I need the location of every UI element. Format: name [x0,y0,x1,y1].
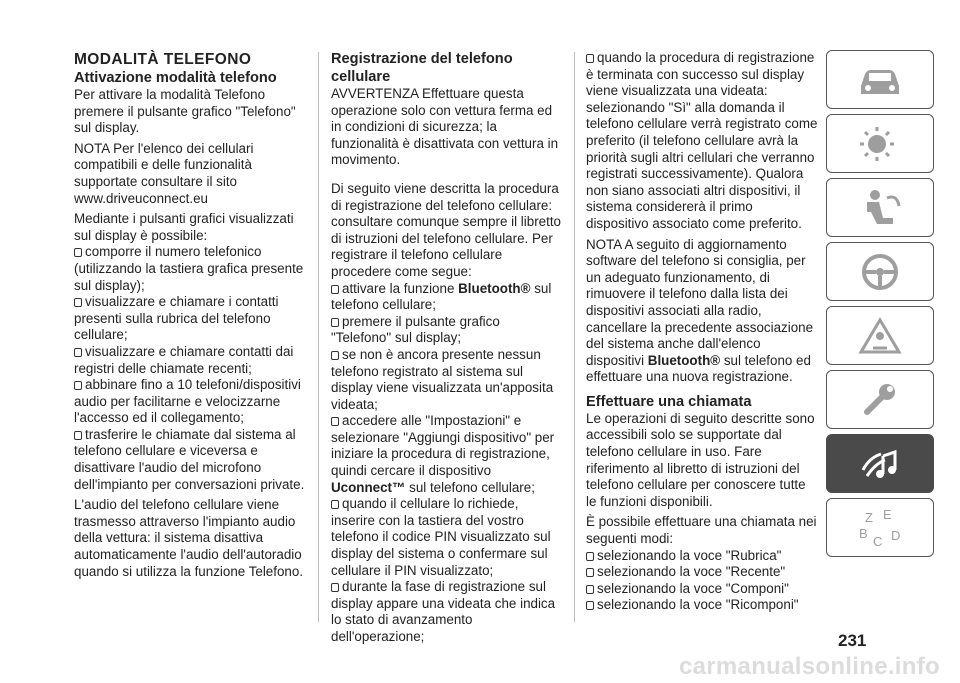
paragraph: Le operazioni di seguito descritte sono accessibili solo se supportate dal telefono cellulare in uso. Fare riferimento al libretto di istruzioni del telefono cellulare per conoscere tutte le funzioni disponibili. [586,410,815,509]
list-item: selezionando la voce "Rubrica" [586,548,818,565]
list-item: trasferire le chiamate dal sistema al telefono cellulare e viceversa e disattivare l'audio del microfono dell'impianto per conversazioni private. [74,426,305,492]
tab-index[interactable] [826,498,934,557]
bullet-icon [74,348,82,357]
subsection-title: Registrazione del telefono cellulare [331,51,513,85]
list-item: selezionando la voce "Componi" [586,581,818,598]
bullet-icon [331,417,339,426]
bullet-icon [331,285,339,294]
steering-wheel-icon [853,250,907,294]
phone-music-icon [853,442,907,486]
paragraph: Per attivare la modalità Telefono premere il pulsante grafico "Telefono" sul display. [74,87,296,136]
page-number: 231 [838,631,867,650]
bullet-icon [331,351,339,360]
paragraph: L'audio del telefono cellulare viene trasmesso attraverso l'impianto audio della vettura: il sistema disattiva automaticamente l'audio dell'autoradio quando si utilizza la funzione Telefono. [74,497,304,579]
tab-driving[interactable] [826,242,934,301]
column-3 [586,50,818,614]
bullet-icon [74,431,82,440]
bullet-icon [586,601,594,610]
section-title: MODALITÀ TELEFONO [74,51,252,68]
list-item: visualizzare e chiamare contatti dai registri delle chiamate recenti; [74,343,294,376]
column-1 [74,50,306,584]
note: NOTA Per l'elenco dei cellulari compatibili e delle funzionalità supportate consultare il sito www.driveuconnect.eu [74,140,254,206]
bullet-list [586,548,818,614]
bullet-icon [586,568,594,577]
tab-multimedia[interactable] [826,434,934,493]
bullet-icon [331,500,339,509]
tab-safety[interactable] [826,178,934,237]
bullet-icon [586,54,594,63]
index-letter: B [859,525,868,541]
footer-watermark: carmanualsonline.info [678,653,940,680]
seat-airbag-icon [853,186,907,230]
car-icon [853,58,907,102]
subsection-title: Attivazione modalità telefono [74,70,277,86]
list-item: quando il cellulare lo richiede, inserire con la tastiera del vostro telefono il codice PIN visualizzato sul display del sistema o confermare sul cellulare il PIN visualizzato; [331,496,551,578]
tab-lights[interactable] [826,114,934,173]
list-item: selezionando la voce "Recente" [586,564,818,581]
list-item: attivare la funzione Bluetooth® sul telefono cellulare; [331,280,552,313]
list-item: selezionando la voce "Ricomponi" [586,597,818,614]
list-item: visualizzare e chiamare i contatti presenti sulla rubrica del telefono cellulare; [74,294,279,343]
index-letter: E [883,506,892,522]
paragraph: È possibile effettuare una chiamata nei seguenti modi: [586,514,817,547]
list-item: comporre il numero telefonico (utilizzando la tastiera grafica presente sul display); [74,244,304,293]
tab-emergency[interactable] [826,306,934,365]
index-letters-icon [853,506,907,550]
index-letter: C [873,533,883,549]
chapter-tabs [826,50,936,562]
column-divider [318,52,319,622]
list-item: durante la fase di registrazione sul display appare una videata che indica lo stato di avanzamento dell'operazione; [331,579,556,644]
index-letter: Z [865,509,873,525]
list-item: abbinare fino a 10 telefoni/dispositivi audio per facilitarne e velocizzarne l'accesso ed il collegamento; [74,377,301,426]
bullet-icon [586,585,594,594]
paragraph: Di seguito viene descritta la procedura di registrazione del telefono cellulare: consultare comunque sempre il libretto di istruzioni del telefono cellulare. Per registrare il telefono cellulare procedere come segue: [331,180,561,279]
bullet-list [74,244,306,493]
lights-icon [853,122,907,166]
bullet-icon [331,318,339,327]
bullet-list [331,281,563,646]
paragraph: Mediante i pulsanti grafici visualizzati sul display è possibile: [74,211,294,243]
list-item: accedere alle "Impostazioni" e selezionare "Aggiungi dispositivo" per iniziare la procedura di registrazione, quindi cercare il dispositivo Uconnect™ sul telefono cellulare; [331,413,555,495]
tab-maintenance[interactable] [826,370,934,429]
bullet-icon [74,298,82,307]
index-letter: D [891,527,901,543]
subsection-title: Effettuare una chiamata [586,393,752,410]
list-item: quando la procedura di registrazione è terminata con successo sul display viene visualizzata una videata: selezionando "Sì" alla domanda il telefono cellulare verrà registrato come preferito (il telefono cellulare avrà la priorità sugli altri cellulari che verranno registrati successivamente). Qualora non siano associati altri dispositivi, il sistema considererà il primo dispositivo associato come preferito. [586,50,818,231]
warning: AVVERTENZA Effettuare questa operazione solo con vettura ferma ed in condizioni di sicurezza; la funzionalità è disattivata con vettura in movimento. [331,86,559,168]
warning-road-icon [853,314,907,358]
bullet-icon [74,381,82,390]
wrench-icon [853,378,907,422]
bullet-icon [331,583,339,592]
bullet-icon [74,248,82,257]
note: NOTA A seguito di aggiornamento software del telefono si consiglia, per un adeguato funzionamento, di rimuovere il telefono dalla lista dei dispositivi associati alla radio, cancellare la precedente associazione del sistema anche dall'elenco dispositivi Bluetooth® sul telefono ed effettuare una nuova registrazione. [586,236,814,385]
bullet-icon [586,552,594,561]
list-item: se non è ancora presente nessun telefono registrato al sistema sul display viene visualizzata un'apposita videata; [331,346,554,412]
column-divider [574,52,575,622]
tab-car[interactable] [826,50,934,109]
list-item: premere il pulsante grafico "Telefono" sul display; [331,313,500,346]
column-2 [331,50,563,646]
